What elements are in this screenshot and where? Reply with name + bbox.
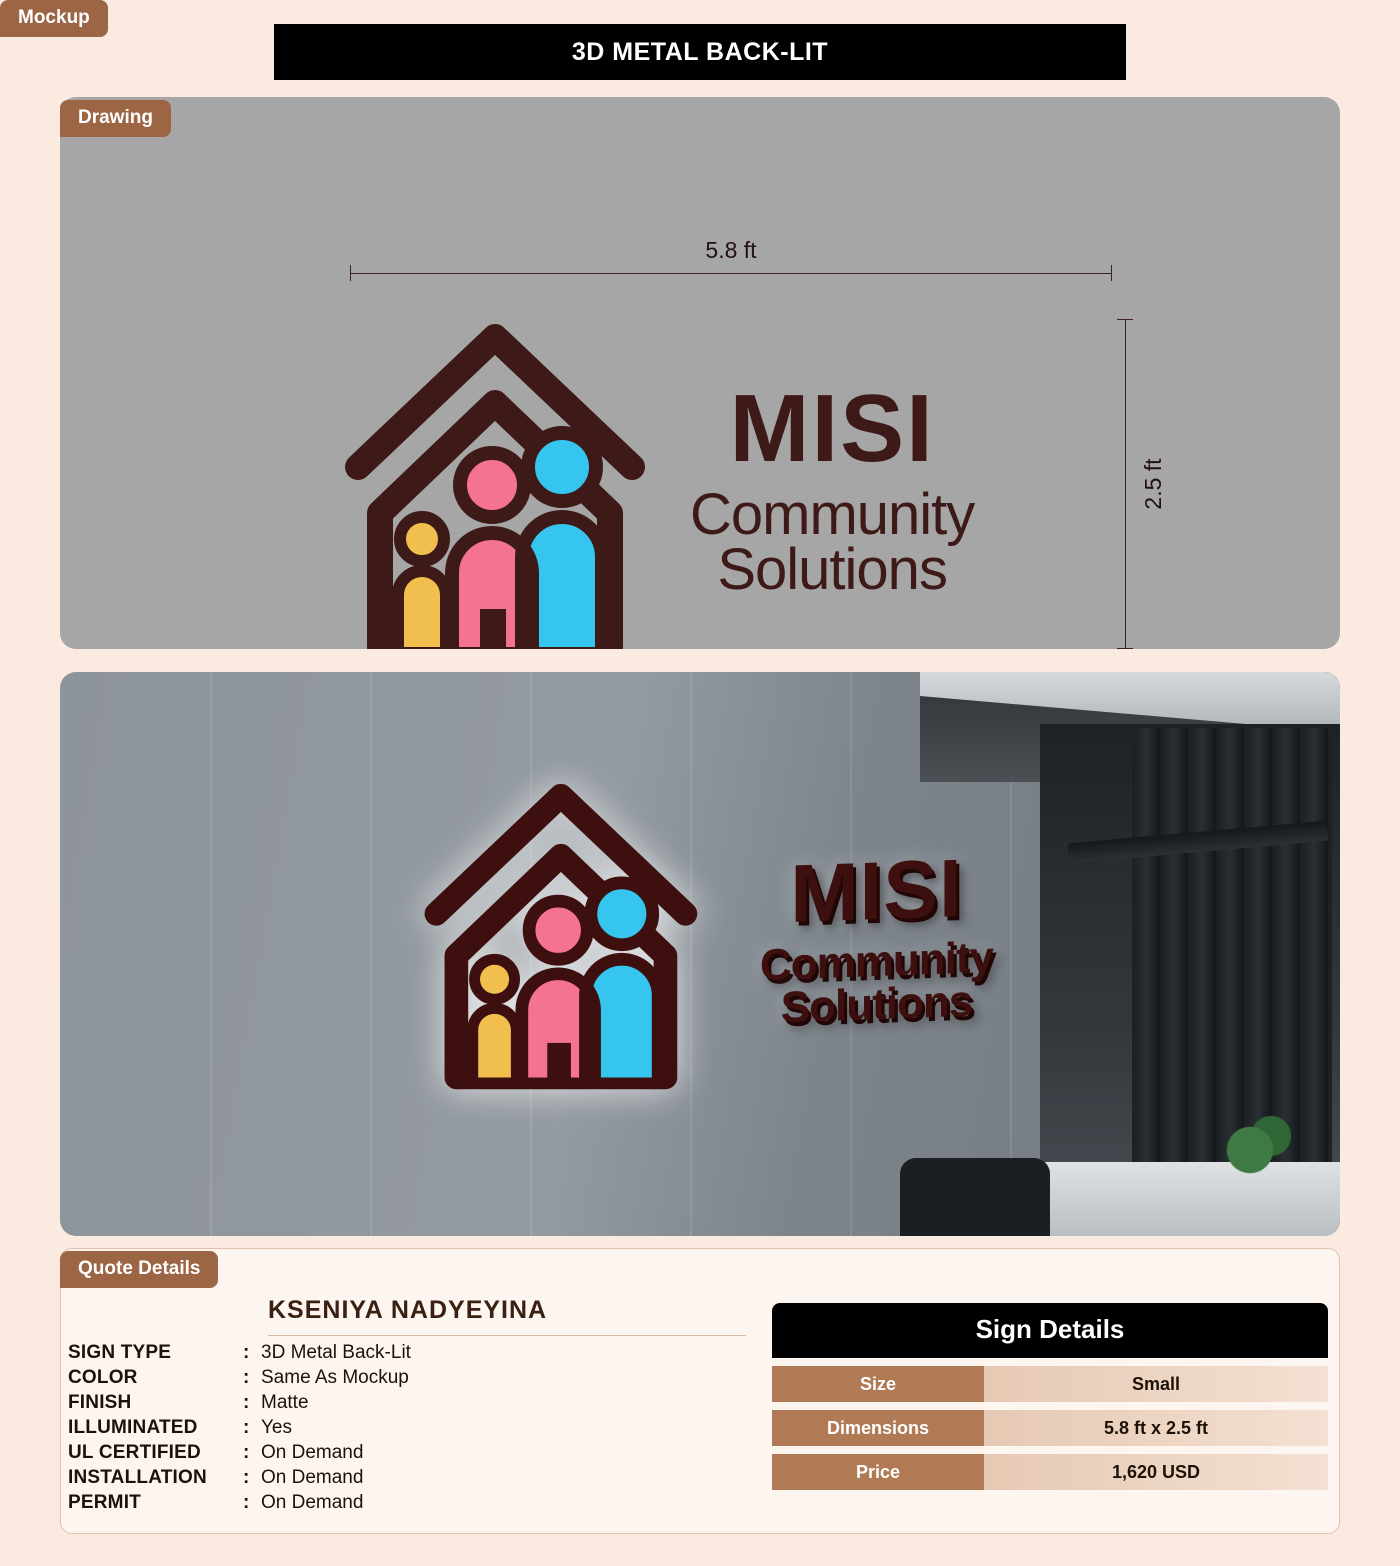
wall-seam [210, 672, 212, 1236]
mockup-tab-label: Mockup [0, 0, 108, 37]
house-family-logo-icon [420, 732, 720, 1132]
spec-value: Matte [261, 1392, 309, 1413]
client-name: KSENIYA NADYEYINA [268, 1296, 746, 1336]
mockup-logo-line2: Community [760, 933, 993, 991]
mockup-logo-line3: Solutions [780, 977, 973, 1033]
logo-wordmark [690, 375, 975, 602]
spec-row [68, 1467, 758, 1492]
spec-colon: : [243, 1367, 250, 1388]
spec-key: SIGN TYPE [68, 1342, 172, 1363]
sign-details-value: 5.8 ft x 2.5 ft [984, 1410, 1328, 1446]
logo-brand: MISI [729, 375, 935, 483]
spec-key: FINISH [68, 1392, 132, 1413]
sign-details-row [772, 1454, 1328, 1490]
quote-details-tab-label: Quote Details [60, 1251, 218, 1288]
width-dimension-line [350, 273, 1112, 274]
spec-list [68, 1342, 758, 1517]
spec-key: UL CERTIFIED [68, 1442, 201, 1463]
spec-key: PERMIT [68, 1492, 141, 1513]
spec-value: On Demand [261, 1492, 364, 1513]
spec-row [68, 1442, 758, 1467]
width-dimension [350, 237, 1112, 277]
logo-line2: Community [690, 481, 975, 547]
height-dimension-label: 2.5 ft [1140, 458, 1167, 510]
spec-value: Yes [261, 1417, 292, 1438]
sign-details-table [772, 1303, 1328, 1490]
spec-value: On Demand [261, 1467, 364, 1488]
width-dimension-cap-right [1111, 265, 1112, 281]
spec-colon: : [243, 1442, 250, 1463]
spec-value: Same As Mockup [261, 1367, 409, 1388]
mockup-panel [60, 672, 1340, 1236]
spec-colon: : [243, 1392, 250, 1413]
sign-details-label: Size [772, 1366, 984, 1402]
spec-key: INSTALLATION [68, 1467, 207, 1488]
mockup-logo-wordmark [760, 842, 993, 1033]
spec-row [68, 1492, 758, 1517]
sign-details-row [772, 1410, 1328, 1446]
spec-value: 3D Metal Back-Lit [261, 1342, 411, 1363]
drawing-panel [60, 97, 1340, 649]
mockup-logo-artwork [360, 722, 1260, 1142]
width-dimension-label: 5.8 ft [705, 237, 757, 263]
mockup-logo-brand: MISI [790, 842, 963, 941]
sign-details-title: Sign Details [772, 1303, 1328, 1358]
house-family-logo-icon [340, 317, 670, 649]
logo-line3: Solutions [717, 536, 947, 602]
office-chair [900, 1158, 1050, 1236]
sign-details-label: Dimensions [772, 1410, 984, 1446]
sign-details-value: Small [984, 1366, 1328, 1402]
spec-colon: : [243, 1492, 250, 1513]
spec-colon: : [243, 1417, 250, 1438]
spec-colon: : [243, 1467, 250, 1488]
spec-row [68, 1342, 758, 1367]
width-dimension-cap-left [350, 265, 351, 281]
spec-key: ILLUMINATED [68, 1417, 198, 1438]
sign-details-value: 1,620 USD [984, 1454, 1328, 1490]
page-header [274, 24, 1126, 80]
spec-row [68, 1417, 758, 1442]
sign-details-label: Price [772, 1454, 984, 1490]
logo-artwork [340, 312, 1130, 649]
sign-details-row [772, 1366, 1328, 1402]
spec-colon: : [243, 1342, 250, 1363]
spec-value: On Demand [261, 1442, 364, 1463]
drawing-tab-label: Drawing [60, 100, 171, 137]
spec-key: COLOR [68, 1367, 138, 1388]
spec-row [68, 1392, 758, 1417]
page-title: 3D METAL BACK-LIT [571, 37, 829, 66]
spec-row [68, 1367, 758, 1392]
